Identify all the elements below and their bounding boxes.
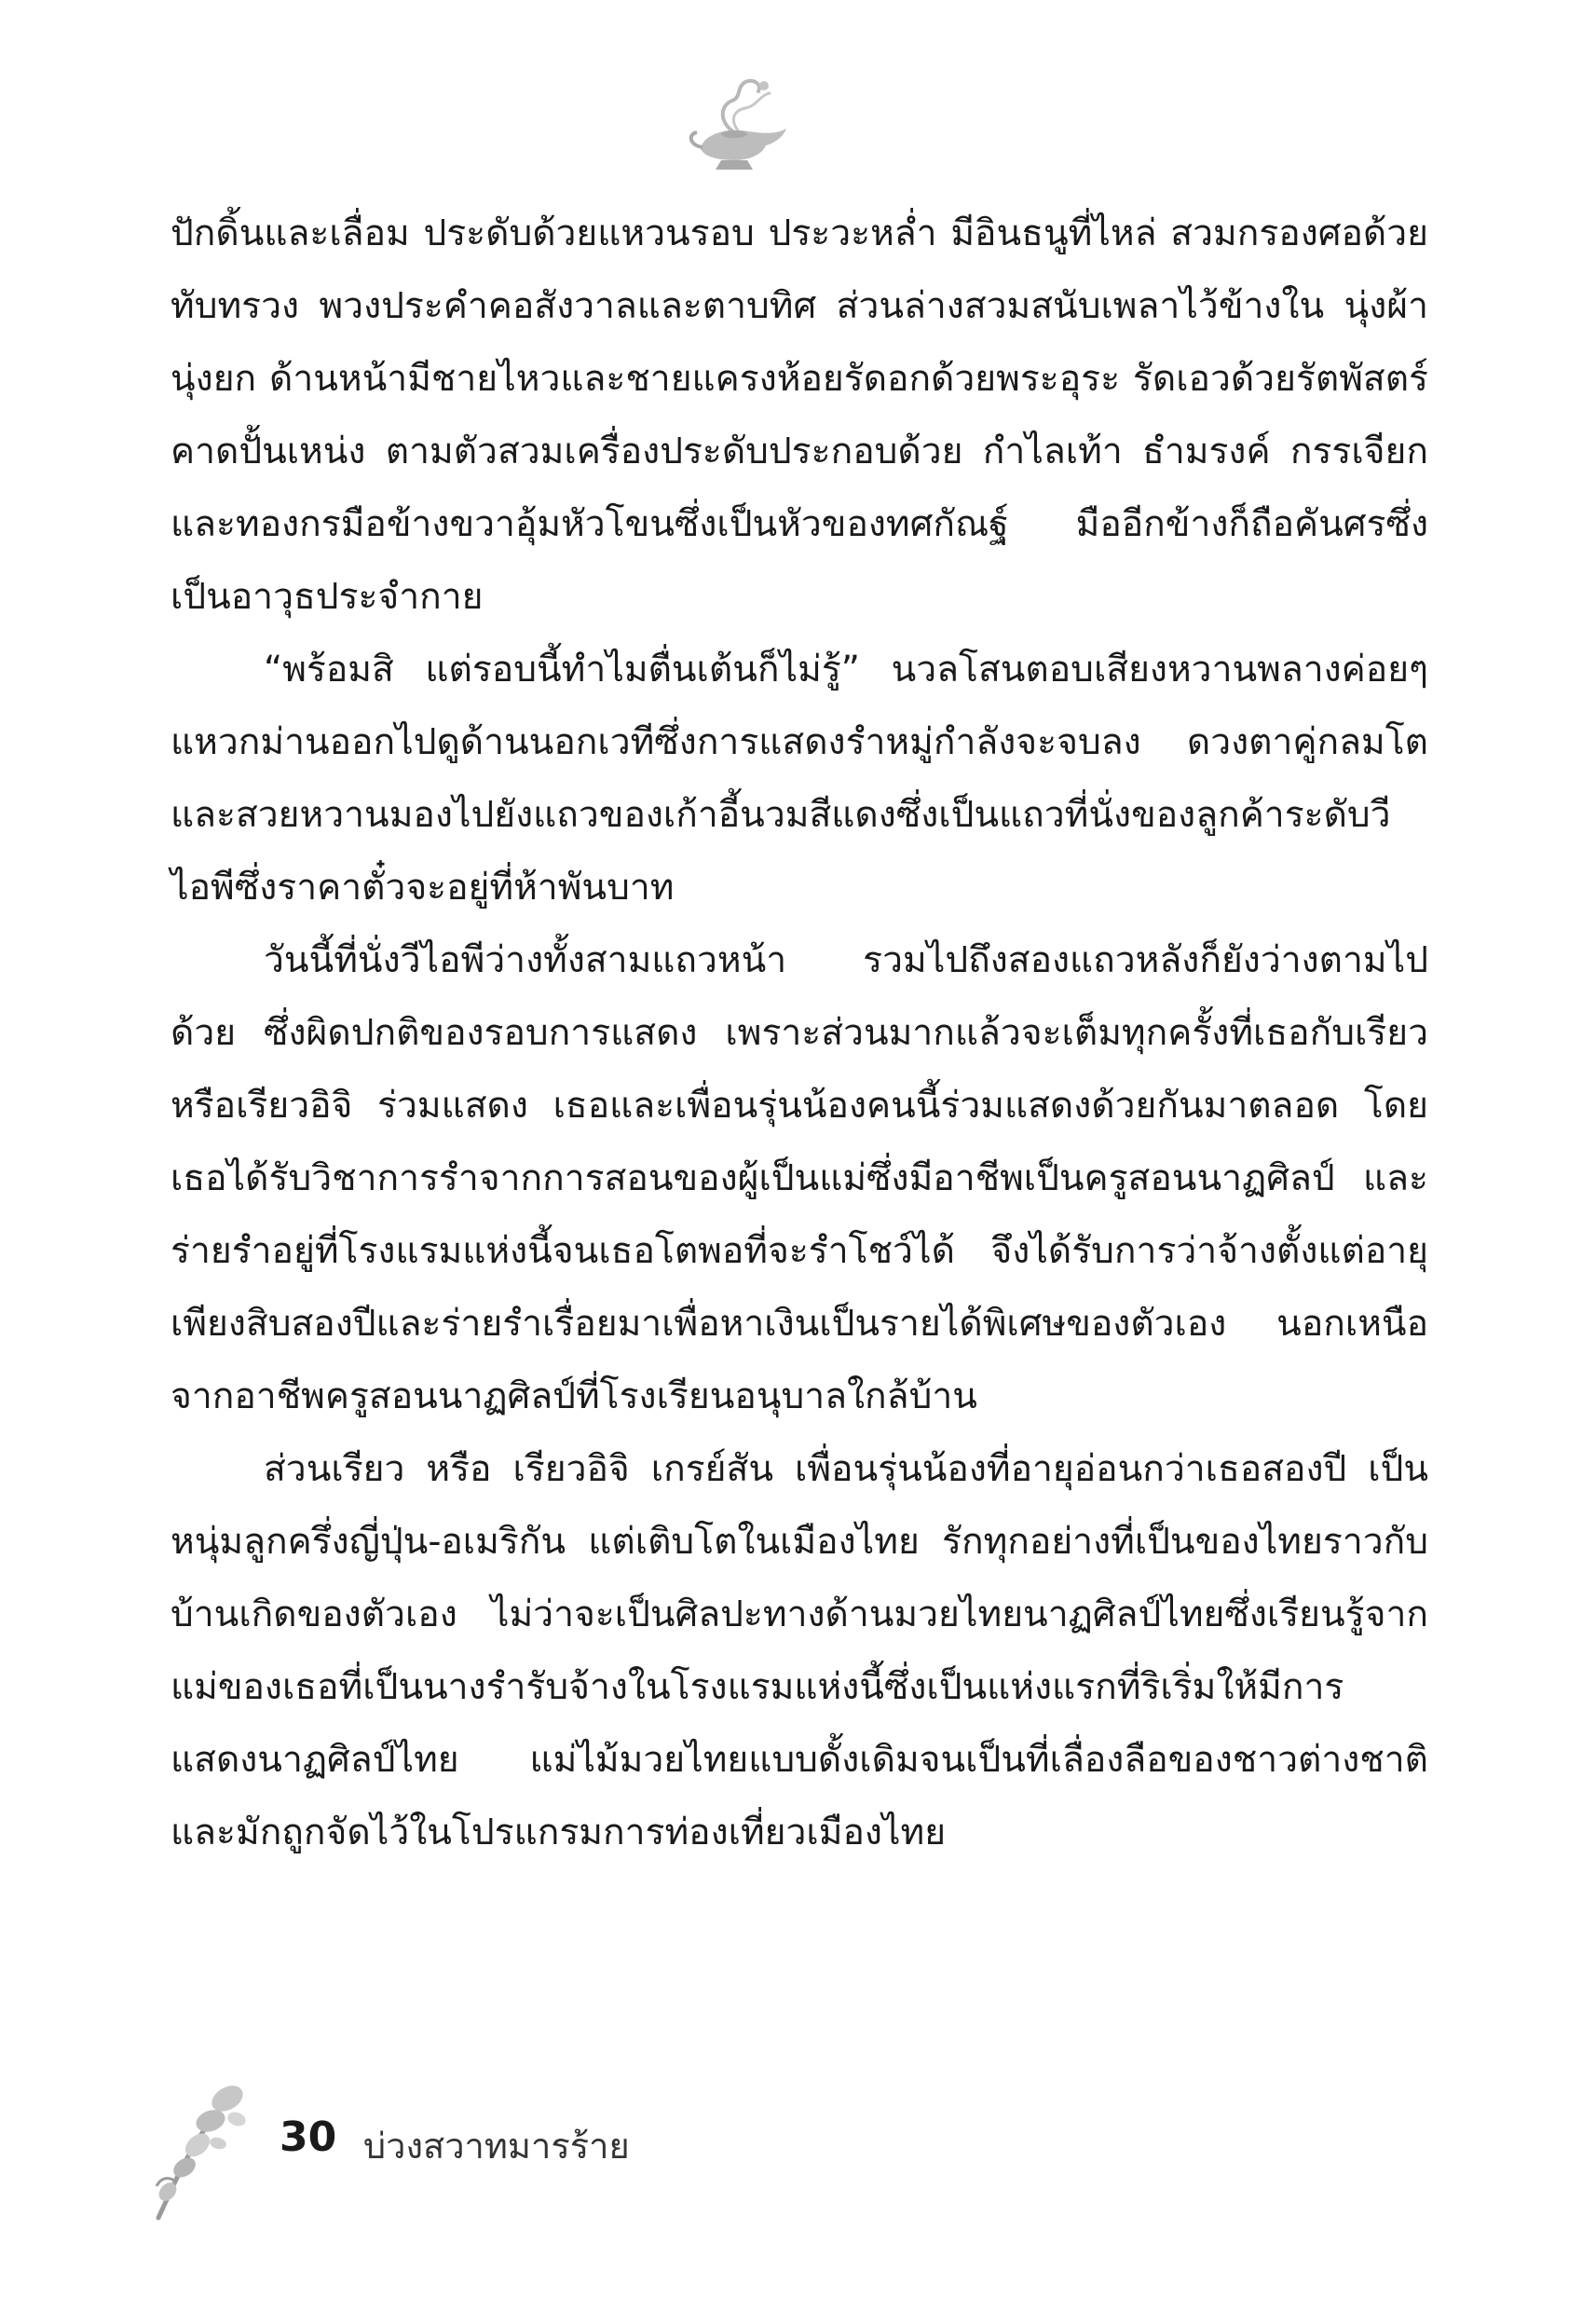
page-footer xyxy=(140,2078,792,2227)
page-number: 30 xyxy=(280,2113,337,2161)
body-text xyxy=(171,198,1428,1869)
paragraph-4: ส่วนเรียว หรือ เรียวอิจิ เกรย์สัน เพื่อนรุ่นน้องที่อายุอ่อนกว่าเธอสองปี เป็นหนุ่มลูกครึ่งญี่ปุ่น-อเมริกัน แต่เติบโตในเมืองไทย รักทุกอย่างที่เป็นของไทยราวกับบ้านเกิดของตัวเอง ไม่ว่าจะเป็นศิลปะทางด้านมวยไทยนาฏศิลป์ไทยซึ่งเรียนรู้จากแม่ของเธอที่เป็นนางรำรับจ้างในโรงแรมแห่งนี้ซึ่งเป็นแห่งแรกที่ริเริ่มให้มีการแสดงนาฏศิลป์ไทย แม่ไม้มวยไทยแบบดั้งเดิมจนเป็นที่เลื่องลือของชาวต่างชาติ และมักถูกจัดไว้ในโปรแกรมการท่องเที่ยวเมืองไทย xyxy=(171,1448,1428,1853)
flower-branch-icon xyxy=(140,2078,261,2227)
paragraph-3: วันนี้ที่นั่งวีไอพีว่างทั้งสามแถวหน้า รวมไปถึงสองแถวหลังก็ยังว่างตามไปด้วย ซึ่งผิดปกติของรอบการแสดง เพราะส่วนมากแล้วจะเต็มทุกครั้งที่เธอกับเรียว หรือเรียวอิจิ ร่วมแสดง เธอและเพื่อนรุ่นน้องคนนี้ร่วมแสดงด้วยกันมาตลอด โดยเธอได้รับวิชาการรำจากการสอนของผู้เป็นแม่ซึ่งมีอาชีพเป็นครูสอนนาฏศิลป์ และร่ายรำอยู่ที่โรงแรมแห่งนี้จนเธอโตพอที่จะรำโชว์ได้ จึงได้รับการว่าจ้างตั้งแต่อายุเพียงสิบสองปีและร่ายรำเรื่อยมาเพื่อหาเงินเป็นรายได้พิเศษของตัวเอง นอกเหนือจากอาชีพครูสอนนาฏศิลป์ที่โรงเรียนอนุบาลใกล้บ้าน xyxy=(171,939,1428,1417)
paragraph-1: ปักดิ้นและเลื่อม ประดับด้วยแหวนรอบ ประวะหล่ำ มีอินธนูที่ไหล่ สวมกรองศอด้วยทับทรวง พวงประคำคอสังวาลและตาบทิศ ส่วนล่างสวมสนับเพลาไว้ข้างใน นุ่งผ้านุ่งยก ด้านหน้ามีชายไหวและชายแครงห้อยรัดอกด้วยพระอุระ รัดเอวด้วยรัตพัสตร์ คาดปั้นเหน่ง ตามตัวสวมเครื่องประดับประกอบด้วย กำไลเท้า ธำมรงค์ กรรเจียก และทองกรมือข้างขวาอุ้มหัวโขนซึ่งเป็นหัวของทศกัณฐ์ มืออีกข้างก็ถือคันศรซึ่งเป็นอาวุธประจำกาย xyxy=(171,212,1428,618)
book-title: บ่วงสวาทมารร้าย xyxy=(363,2126,630,2167)
lamp-genie-icon xyxy=(680,76,801,179)
paragraph-2: “พร้อมสิ แต่รอบนี้ทำไมตื่นเต้นก็ไม่รู้” นวลโสนตอบเสียงหวานพลางค่อยๆ แหวกม่านออกไปดูด้านนอกเวทีซึ่งการแสดงรำหมู่กำลังจะจบลง ดวงตาคู่กลมโตและสวยหวานมองไปยังแถวของเก้าอี้นวมสีแดงซึ่งเป็นแถวที่นั่งของลูกค้าระดับวีไอพีซึ่งราคาตั๋วจะอยู่ที่ห้าพันบาท xyxy=(171,649,1428,909)
